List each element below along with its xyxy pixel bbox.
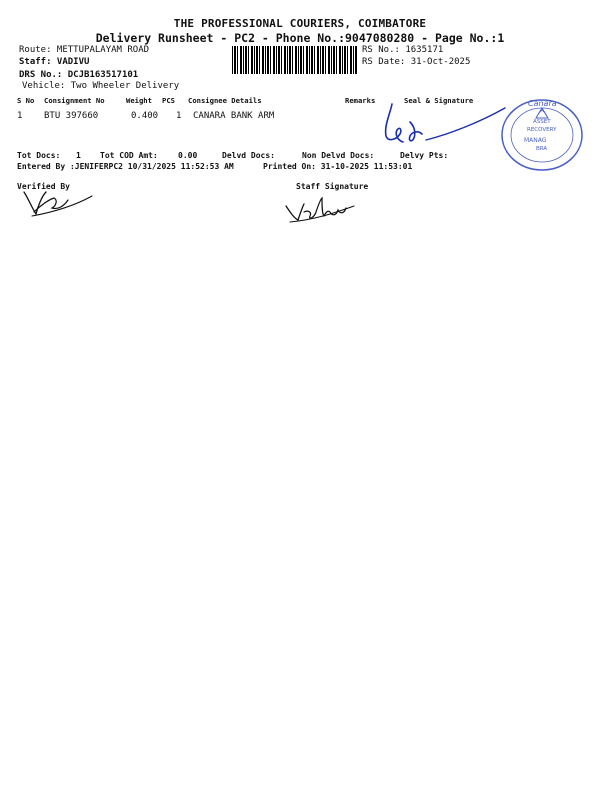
runsheet-subtitle: Delivery Runsheet - PC2 - Phone No.:9047080280 - Page No.:1 — [95, 31, 505, 45]
stamp-line-3: MANAG — [524, 137, 547, 144]
tot-docs-label: Tot Docs: — [17, 151, 61, 160]
header-seal-signature: Seal & Signature — [404, 96, 474, 105]
staff-label: Staff: VADIVU — [19, 57, 90, 67]
rs-number: RS No.: 1635171 — [362, 45, 444, 55]
row-consignment: BTU 397660 — [44, 111, 99, 121]
stamp-border — [500, 98, 584, 172]
tot-cod-label: Tot COD Amt: — [100, 151, 158, 160]
barcode-image — [232, 46, 358, 74]
staff-signature — [282, 194, 362, 228]
vehicle-label: Vehicle: Two Wheeler Delivery — [22, 81, 180, 91]
verifier-signature — [14, 186, 104, 222]
non-delvd-docs-label: Non Delvd Docs: — [302, 151, 375, 160]
row-consignee: CANARA BANK ARM — [193, 111, 275, 121]
header-weight: Weight — [126, 96, 152, 105]
header-consignee: Consignee Details — [188, 96, 262, 105]
delvy-pts-label: Delvy Pts: — [400, 151, 449, 160]
row-weight: 0.400 — [131, 111, 159, 121]
printed-on: Printed On: 31-10-2025 11:53:01 — [263, 162, 413, 171]
header-consignment: Consignment No — [44, 96, 105, 105]
header-remarks: Remarks — [345, 96, 376, 105]
tot-cod-value: 0.00 — [178, 151, 198, 160]
route-label: Route: METTUPALAYAM ROAD — [19, 45, 150, 55]
rs-date: RS Date: 31-Oct-2025 — [362, 57, 471, 67]
stamp-line-4: BRA — [536, 146, 548, 152]
bank-stamp — [500, 98, 584, 172]
row-pcs: 1 — [176, 111, 182, 121]
stamp-bank-name: Canara — [528, 99, 557, 108]
company-title: THE PROFESSIONAL COURIERS, COIMBATORE — [173, 17, 427, 30]
stamp-line-2: RECOVERY — [527, 127, 557, 133]
drs-number: DRS No.: DCJB163517101 — [19, 70, 139, 80]
staff-signature-label: Staff Signature — [296, 182, 369, 191]
verified-by-label: Verified By — [17, 182, 70, 191]
row-sno: 1 — [17, 111, 23, 121]
header-sno: S No — [17, 96, 35, 105]
entered-by: Entered By :JENIFERPC2 10/31/2025 11:52:53 AM — [17, 162, 234, 171]
stamp-line-1: ASSET — [533, 119, 551, 125]
delvd-docs-label: Delvd Docs: — [222, 151, 275, 160]
header-pcs: PCS — [162, 96, 175, 105]
tot-docs-value: 1 — [76, 151, 81, 160]
